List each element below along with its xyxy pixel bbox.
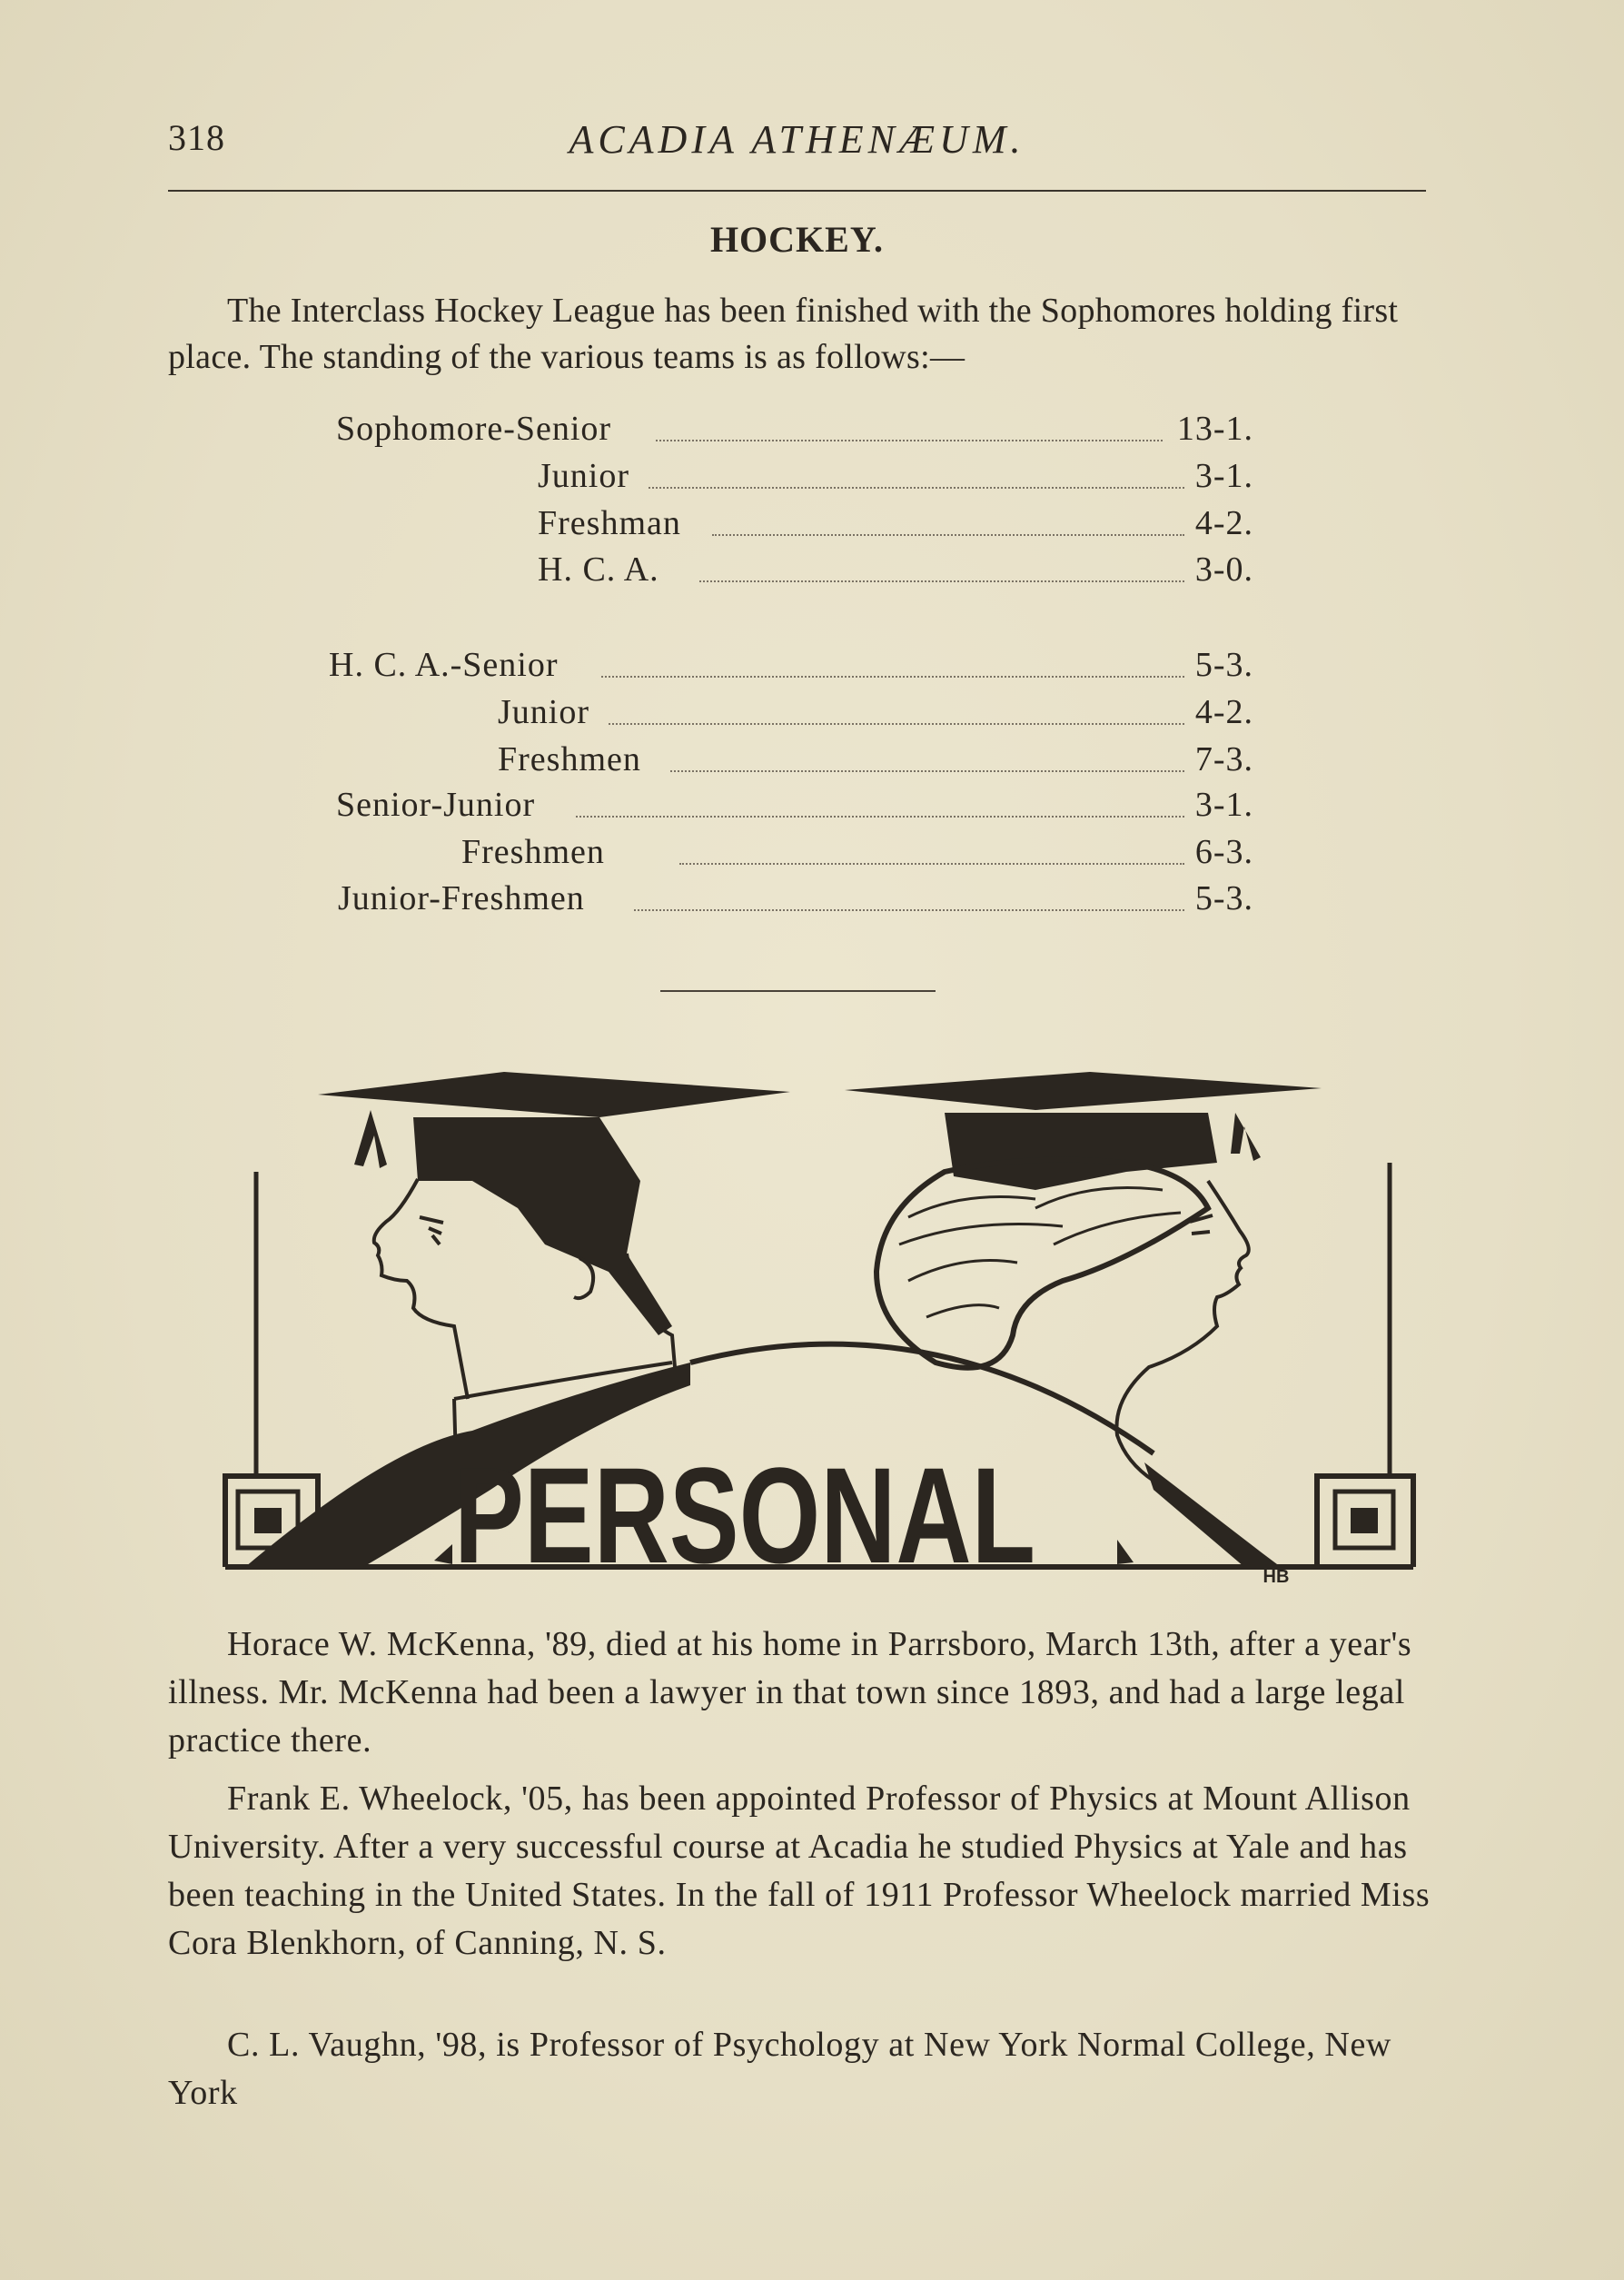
personal-item-vaughn: [168, 2021, 1431, 2117]
personal-item-text: Horace W. McKenna, '89, died at his home in Parrsboro, March 13th, after a year's illness. Mr. McKenna had been a lawyer in that town since 1893, and had a large legal practice there.: [168, 1625, 1412, 1760]
section-divider: [660, 990, 936, 992]
journal-title: ACADIA ATHENÆUM.: [569, 117, 1025, 162]
female-hair: [876, 1160, 1208, 1368]
cap-band-left: [413, 1117, 672, 1335]
dot-leader: [670, 770, 1184, 772]
hockey-intro-text: The Interclass Hockey League has been finished with the Sophomores holding first place. The standing of the various teams is as follows:—: [168, 292, 1399, 376]
score: 3-0.: [1194, 550, 1253, 589]
standings-row: [538, 456, 1253, 501]
standings-row: [338, 878, 1253, 924]
page-number: 318: [168, 117, 225, 158]
header-rule: [168, 190, 1426, 192]
team-name: Freshman: [538, 504, 681, 542]
dot-leader: [576, 816, 1184, 818]
dot-leader: [656, 440, 1163, 441]
standings-row: [336, 409, 1253, 454]
score: 4-2.: [1194, 693, 1253, 731]
team-name: Junior: [498, 693, 589, 731]
score: 3-1.: [1194, 786, 1253, 824]
dot-leader: [679, 863, 1184, 865]
personal-item-mckenna: [168, 1621, 1431, 1765]
hockey-intro: [168, 288, 1431, 381]
team-name: Sophomore-Senior: [336, 410, 612, 448]
dot-leader: [609, 723, 1184, 725]
team-name: H. C. A.: [538, 550, 659, 589]
score: 13-1.: [1176, 410, 1253, 448]
mortarboard-right: [845, 1072, 1322, 1110]
dot-leader: [699, 580, 1184, 582]
dot-leader: [601, 676, 1184, 678]
title-ornament-right: [1117, 1540, 1134, 1564]
frame-square-right: [1351, 1508, 1378, 1533]
male-profile: [374, 1179, 468, 1399]
standings-row: [461, 832, 1253, 877]
standings-row: [498, 739, 1253, 785]
personal-item-text: Frank E. Wheelock, '05, has been appointed Professor of Physics at Mount Allison University. After a very successful course at Acadia he studied Physics at Yale and has been teaching in the United States. In the fall of 1911 Professor Wheelock married Miss Cora Blenkhorn, of Canning, N. S.: [168, 1779, 1431, 1962]
tassel-right: [1231, 1113, 1261, 1161]
score: 7-3.: [1194, 740, 1253, 778]
standings-row: [538, 503, 1253, 549]
banner-title: PERSONAL: [454, 1439, 1035, 1591]
team-name: H. C. A.-Senior: [329, 646, 559, 684]
standings-row: [498, 692, 1253, 738]
score: 6-3.: [1194, 833, 1253, 871]
standings-row: [538, 550, 1253, 595]
personal-item-wheelock: [168, 1775, 1431, 1968]
female-gown: [1144, 1462, 1281, 1567]
mortarboard-left: [318, 1072, 790, 1117]
team-name: Freshmen: [498, 740, 641, 778]
team-name: Junior: [538, 457, 629, 495]
title-arch: [690, 1344, 1154, 1453]
score: 4-2.: [1194, 504, 1253, 542]
standings-row: [329, 645, 1253, 690]
score: 5-3.: [1194, 646, 1253, 684]
running-head: [168, 116, 1426, 162]
tassel-left: [354, 1110, 387, 1168]
standings-row: [336, 785, 1253, 830]
male-eyebrow: [420, 1217, 443, 1244]
frame-square-left: [254, 1508, 282, 1533]
score: 3-1.: [1194, 457, 1253, 495]
personal-item-text: C. L. Vaughn, '98, is Professor of Psychology at New York Normal College, New York: [168, 2026, 1391, 2112]
title-ornament-left: [434, 1544, 452, 1564]
personal-banner: [218, 1063, 1426, 1599]
dot-leader: [649, 487, 1184, 489]
dot-leader: [634, 909, 1184, 911]
male-ear: [574, 1258, 593, 1298]
dot-leader: [712, 534, 1184, 536]
team-name: Junior-Freshmen: [338, 879, 585, 917]
team-name: Freshmen: [461, 833, 605, 871]
artist-initials: HB: [1263, 1567, 1290, 1587]
hockey-heading: HOCKEY.: [709, 219, 885, 260]
score: 5-3.: [1194, 879, 1253, 917]
team-name: Senior-Junior: [336, 786, 536, 824]
